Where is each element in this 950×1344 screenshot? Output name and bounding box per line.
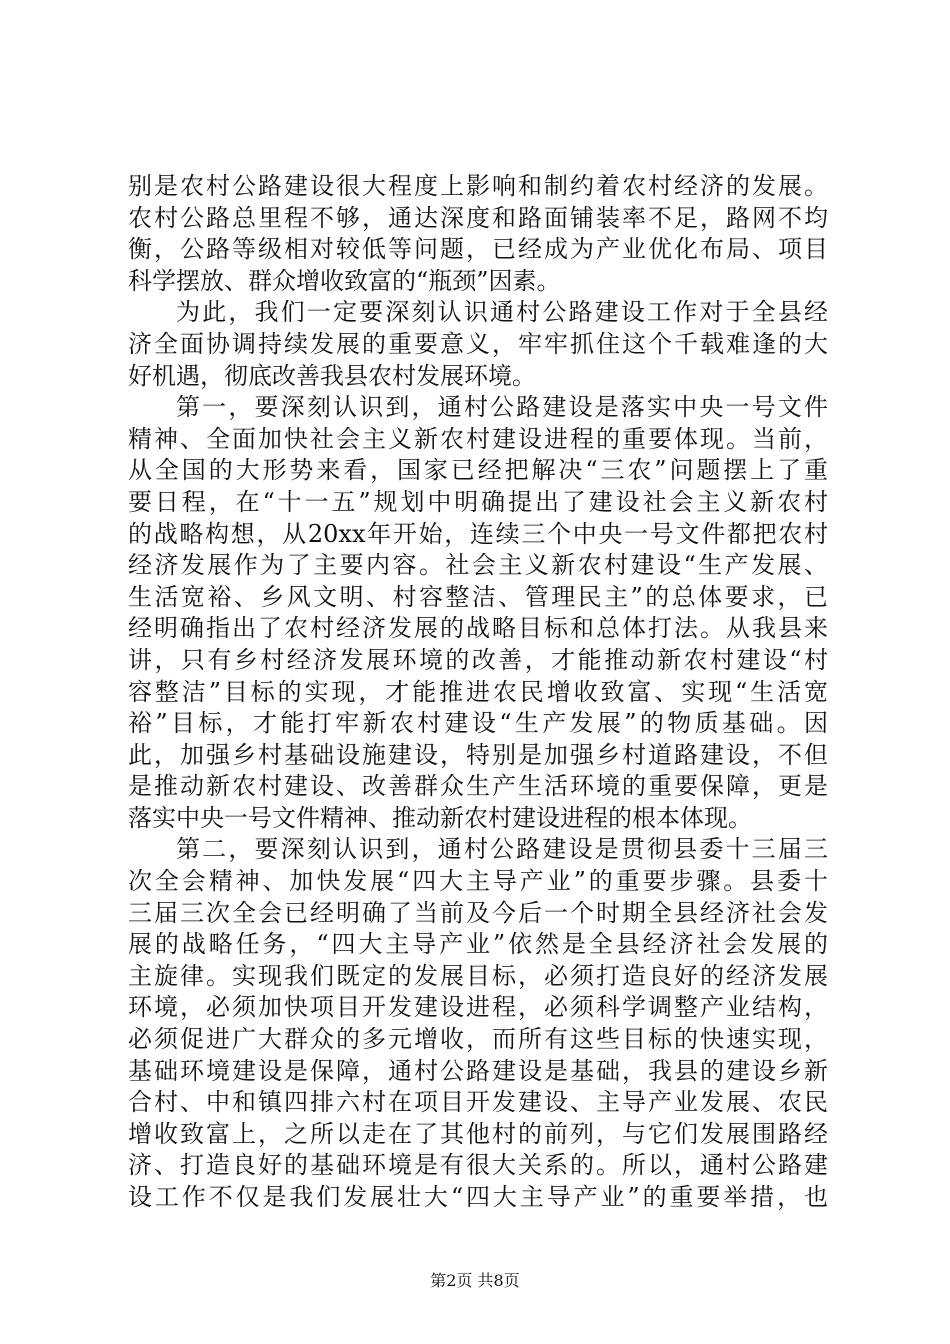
text-line: 要日程，在“十一五”规划中明确提出了建设社会主义新农村 [128, 487, 828, 516]
text-line: 经明确指出了农村经济发展的战略目标和总体打法。从我县来 [128, 614, 828, 643]
text-line: 展的战略任务，“四大主导产业”依然是全县经济社会发展的 [128, 930, 828, 959]
text-line: 合村、中和镇四排六村在项目开发建设、主导产业发展、农民 [128, 1088, 828, 1117]
text-line: 次全会精神、加快发展“四大主导产业”的重要步骤。县委十 [128, 867, 828, 896]
page-footer: 第2页 共8页 [430, 1271, 520, 1290]
text-line: 的战略构想，从20xx年开始，连续三个中央一号文件都把农村 [128, 519, 828, 548]
text-line: 主旋律。实现我们既定的发展目标，必须打造良好的经济发展 [128, 961, 828, 990]
text-line: 增收致富上，之所以走在了其他村的前列，与它们发展围路经 [128, 1119, 828, 1148]
text-line: 此，加强乡村基础设施建设，特别是加强乡村道路建设，不但 [128, 740, 828, 769]
text-line: 从全国的大形势来看，国家已经把解决“三农”问题摆上了重 [128, 456, 828, 485]
text-line: 第二，要深刻认识到，通村公路建设是贯彻县委十三届三 [176, 835, 828, 864]
text-line: 济、打造良好的基础环境是有很大关系的。所以，通村公路建 [128, 1151, 828, 1180]
text-line: 生活宽裕、乡风文明、村容整洁、管理民主”的总体要求，已 [128, 582, 828, 611]
text-line: 基础环境建设是保障，通村公路建设是基础，我县的建设乡新 [128, 1056, 828, 1085]
text-line: 精神、全面加快社会主义新农村建设进程的重要体现。当前， [128, 424, 828, 453]
text-line: 设工作不仅是我们发展壮大“四大主导产业”的重要举措，也 [128, 1183, 828, 1211]
text-line: 第一，要深刻认识到，通村公路建设是落实中央一号文件 [176, 393, 828, 422]
text-line: 别是农村公路建设很大程度上影响和制约着农村经济的发展。 [128, 172, 828, 200]
text-line: 容整洁”目标的实现，才能推进农民增收致富、实现“生活宽 [128, 677, 828, 706]
text-line: 讲，只有乡村经济发展环境的改善，才能推动新农村建设“村 [128, 645, 828, 674]
text-line: 必须促进广大群众的多元增收，而所有这些目标的快速实现， [128, 1025, 828, 1054]
text-line: 裕”目标，才能打牢新农村建设“生产发展”的物质基础。因 [128, 709, 828, 738]
text-line: 农村公路总里程不够，通达深度和路面铺装率不足，路网不均 [128, 203, 828, 232]
text-line: 科学摆放、群众增收致富的“瓶颈”因素。 [128, 266, 561, 295]
document-body [128, 171, 828, 1214]
text-line: 济全面协调持续发展的重要意义，牢牢抓住这个千载难逢的大 [128, 329, 828, 358]
text-line: 是推动新农村建设、改善群众生产生活环境的重要保障，更是 [128, 772, 828, 801]
text-line: 衡，公路等级相对较低等问题，已经成为产业优化布局、项目 [128, 235, 828, 264]
text-line: 经济发展作为了主要内容。社会主义新农村建设“生产发展、 [128, 551, 828, 580]
text-line: 落实中央一号文件精神、推动新农村建设进程的根本体现。 [128, 803, 752, 832]
text-line: 为此，我们一定要深刻认识通村公路建设工作对于全县经 [176, 298, 828, 327]
text-line: 好机遇，彻底改善我县农村发展环境。 [128, 361, 536, 390]
text-line: 三届三次全会已经明确了当前及今后一个时期全县经济社会发 [128, 898, 828, 927]
text-line: 环境，必须加快项目开发建设进程，必须科学调整产业结构， [128, 993, 828, 1022]
